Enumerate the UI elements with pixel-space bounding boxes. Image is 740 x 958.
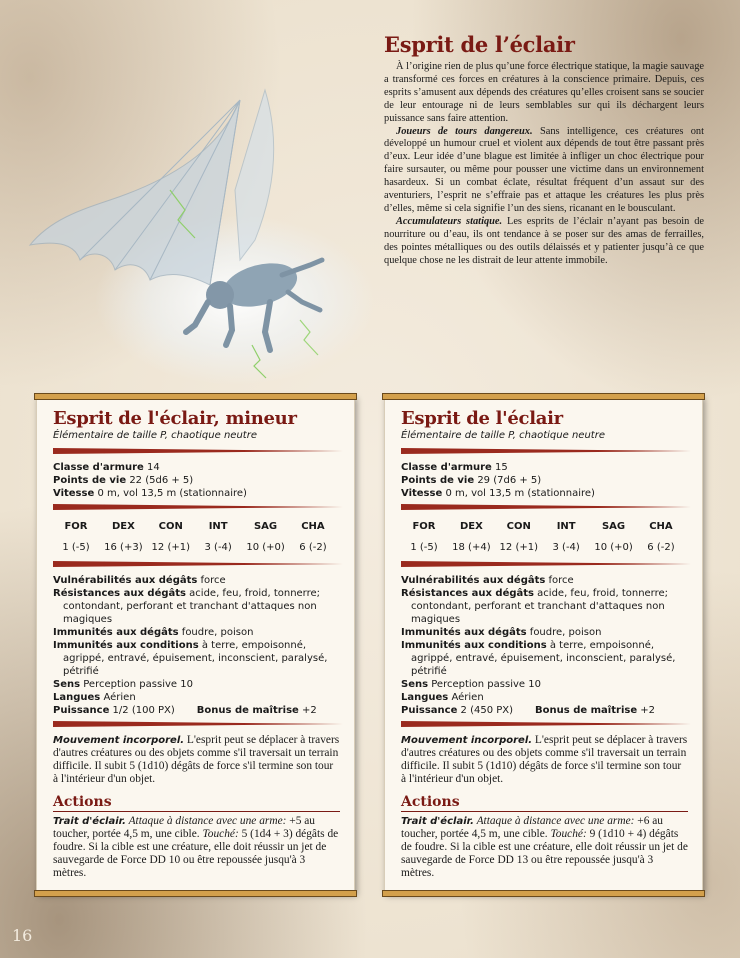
senses: Sens Perception passive 10: [53, 679, 193, 690]
divider: [401, 559, 688, 569]
damage-vulnerabilities: Vulnérabilités aux dégâts force: [401, 575, 574, 586]
damage-resistances: Résistances aux dégâts acide, feu, froid, tonnerre; contondant, perforant et tranchant d'attaques non magiques: [53, 588, 321, 625]
paragraph-title: Joueurs de tours dangereux.: [396, 125, 533, 137]
hit-points: Points de vie 29 (7d6 + 5): [401, 475, 542, 486]
damage-resistances: Résistances aux dégâts acide, feu, froid, tonnerre; contondant, perforant et tranchant d'attaques non magiques: [401, 588, 669, 625]
ability-cha: CHA 6 (-2): [299, 521, 327, 553]
condition-immunities: Immunités aux conditions à terre, empoisonné, agrippé, entravé, épuisement, inconscient, paralysé, pétrifié: [53, 640, 328, 677]
damage-immunities: Immunités aux dégâts foudre, poison: [401, 627, 602, 638]
creature-name: Esprit de l'éclair, mineur: [53, 408, 297, 429]
action-lightning-bolt: Trait d'éclair. Attaque à distance avec une arme: +5 au toucher, portée 4,5 m, une cible. Touché: 5 (1d4 + 3) dégâts de foudre. Si la cible est une créature, elle doit réussir un jet de sauvegarde de Force DD 10 ou être repoussée jusqu'à 3 mètres.: [53, 815, 339, 879]
ability-cha: CHA 6 (-2): [647, 521, 675, 553]
ability-scores: [53, 517, 340, 557]
intro-paragraph: Joueurs de tours dangereux. Sans intelligence, ces créatures ont développé un humour cruel et violent aux dépends de tout être passant près d’eux. Leur idée d’une blague est limitée à infliger un choc électrique pour faire sursauter, ou même pour pousser une victime dans un environnement hasardeux. Si un combat éclate, résultat fréquent d’un assaut sur des aventuriers, l’esprit ne s’effraie pas et attaque les créatures les plus près d’elles, même si cela signifie l’un des siens, ricanant en le bousculant.: [384, 125, 704, 214]
divider: [53, 719, 340, 729]
ability-for: FOR 1 (-5): [62, 521, 90, 553]
intro-section: [384, 32, 704, 268]
page-number: 16: [12, 926, 33, 945]
intro-paragraph: À l’origine rien de plus qu’une force électrique statique, la magie sauvage a transformé ces forces en créatures à la conscience primaire. Depuis, ces esprits s’amusent aux dépends des créatures qu’elles croisent sans se soucier de leur entourage ni de leurs semblables sur qui ils déchargent leurs puissance sans faire attention.: [384, 61, 704, 124]
senses: Sens Perception passive 10: [401, 679, 541, 690]
ability-sag: SAG 10 (+0): [246, 521, 285, 553]
divider: [53, 446, 340, 456]
paragraph-title: Accumulateurs statique.: [396, 215, 503, 227]
divider: [53, 559, 340, 569]
challenge: Puissance 1/2 (100 PX) Bonus de maîtrise +2: [53, 705, 317, 716]
speed: Vitesse 0 m, vol 13,5 m (stationnaire): [53, 488, 247, 499]
hit-points: Points de vie 22 (5d6 + 5): [53, 475, 194, 486]
creature-name: Esprit de l'éclair: [401, 408, 563, 429]
statblock-standard: [384, 396, 703, 894]
ability-con: CON 12 (+1): [499, 521, 538, 553]
divider: [401, 719, 688, 729]
trait-incorporeal-movement: Mouvement incorporel. L'esprit peut se déplacer à travers d'autres créatures ou des objets comme s'il traversait un terrain difficile. Il subit 5 (1d10) dégâts de force s'il termine son tour à l'intérieur d'un objet.: [401, 734, 688, 785]
intro-paragraph: Accumulateurs statique. Les esprits de l’éclair n’ayant pas besoin de nourriture ou d’eau, ils ont tendance à se poser sur des amas de ferrailles, des pointes métalliques ou des outils délaissés et y patienter jusqu’à ce que quelque chose ne les distrait de leur attente immobile.: [384, 215, 704, 266]
speed: Vitesse 0 m, vol 13,5 m (stationnaire): [401, 488, 595, 499]
creature-type: Élémentaire de taille P, chaotique neutre: [401, 430, 605, 441]
condition-immunities: Immunités aux conditions à terre, empoisonné, agrippé, entravé, épuisement, inconscient, paralysé, pétrifié: [401, 640, 676, 677]
challenge: Puissance 2 (450 PX) Bonus de maîtrise +2: [401, 705, 656, 716]
statblock-minor: [36, 396, 355, 894]
divider: [401, 446, 688, 456]
languages: Langues Aérien: [401, 692, 484, 703]
ability-con: CON 12 (+1): [151, 521, 190, 553]
intro-title: Esprit de l’éclair: [384, 32, 575, 57]
ability-for: FOR 1 (-5): [410, 521, 438, 553]
ability-int: INT 3 (-4): [552, 521, 580, 553]
divider: [53, 502, 340, 512]
creature-type: Élémentaire de taille P, chaotique neutre: [53, 430, 257, 441]
ability-dex: DEX 18 (+4): [452, 521, 491, 553]
armor-class: Classe d'armure 15: [401, 462, 508, 473]
damage-vulnerabilities: Vulnérabilités aux dégâts force: [53, 575, 226, 586]
ability-scores: [401, 517, 688, 557]
ability-dex: DEX 16 (+3): [104, 521, 143, 553]
action-lightning-bolt: Trait d'éclair. Attaque à distance avec une arme: +6 au toucher, portée 4,5 m, une cible. Touché: 9 (1d10 + 4) dégâts de foudre. Si la cible est une créature, elle doit réussir un jet de sauvegarde de Force DD 13 ou être repoussée jusqu'à 3 mètres.: [401, 815, 688, 879]
armor-class: Classe d'armure 14: [53, 462, 160, 473]
divider: [401, 502, 688, 512]
actions-heading: Actions: [401, 794, 688, 812]
languages: Langues Aérien: [53, 692, 136, 703]
ability-sag: SAG 10 (+0): [594, 521, 633, 553]
trait-incorporeal-movement: Mouvement incorporel. L'esprit peut se déplacer à travers d'autres créatures ou des objets comme s'il traversait un terrain difficile. Il subit 5 (1d10) dégâts de force s'il termine son tour à l'intérieur d'un objet.: [53, 734, 340, 785]
damage-immunities: Immunités aux dégâts foudre, poison: [53, 627, 254, 638]
ability-int: INT 3 (-4): [204, 521, 232, 553]
lightning-spirit-illustration: [20, 70, 390, 390]
actions-heading: Actions: [53, 794, 340, 812]
